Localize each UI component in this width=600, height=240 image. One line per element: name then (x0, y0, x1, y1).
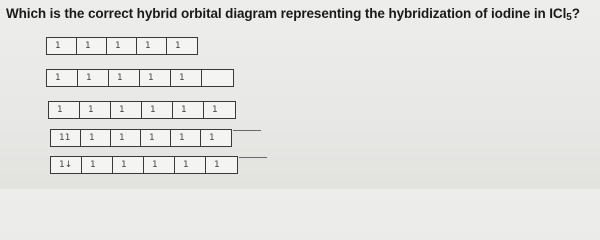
orbital-box: 1 (49, 102, 80, 118)
orbital-box: 1 (47, 70, 78, 86)
orbital-box: 1 (171, 130, 201, 146)
diagram-underline (233, 130, 261, 131)
orbital-diagram-option-3[interactable] (48, 101, 236, 119)
orbital-box: 1 (81, 130, 111, 146)
orbital-box: 1 (78, 70, 109, 86)
orbital-box (202, 70, 233, 86)
orbital-box: 1 (113, 157, 144, 173)
question-text: Which is the correct hybrid orbital diagram representing the hybridization of iodine in ICl$_5$? (6, 6, 580, 23)
diagram-underline (239, 157, 267, 158)
orbital-box: 1 (77, 38, 107, 54)
orbital-box: 1 (144, 157, 175, 173)
orbital-box: 1 (209, 133, 215, 143)
orbital-box: 11 (51, 130, 81, 146)
orbital-box: 1 (107, 38, 137, 54)
orbital-box: 1 (140, 70, 171, 86)
orbital-box: 1 (175, 157, 206, 173)
orbital-box: 1 (212, 105, 218, 115)
orbital-diagram-option-5[interactable] (50, 156, 238, 174)
orbital-box: 1 (214, 160, 220, 170)
orbital-box: 1 (80, 102, 111, 118)
orbital-box: 1 (109, 70, 140, 86)
orbital-box: 1 (137, 38, 167, 54)
orbital-box: 1 (175, 41, 181, 51)
orbital-box: 1 (111, 130, 141, 146)
orbital-box: 1 (47, 38, 77, 54)
orbital-box: 1 (171, 70, 202, 86)
orbital-box: 1 (82, 157, 113, 173)
orbital-box: 1 (111, 102, 142, 118)
orbital-box: 1↓ (51, 157, 82, 173)
orbital-box: 1 (141, 130, 171, 146)
orbital-box: 1 (173, 102, 204, 118)
orbital-diagram-option-4[interactable] (50, 129, 232, 147)
orbital-box: 1 (142, 102, 173, 118)
orbital-diagram-option-2[interactable] (46, 69, 234, 87)
orbital-diagram-option-1[interactable] (46, 37, 198, 55)
